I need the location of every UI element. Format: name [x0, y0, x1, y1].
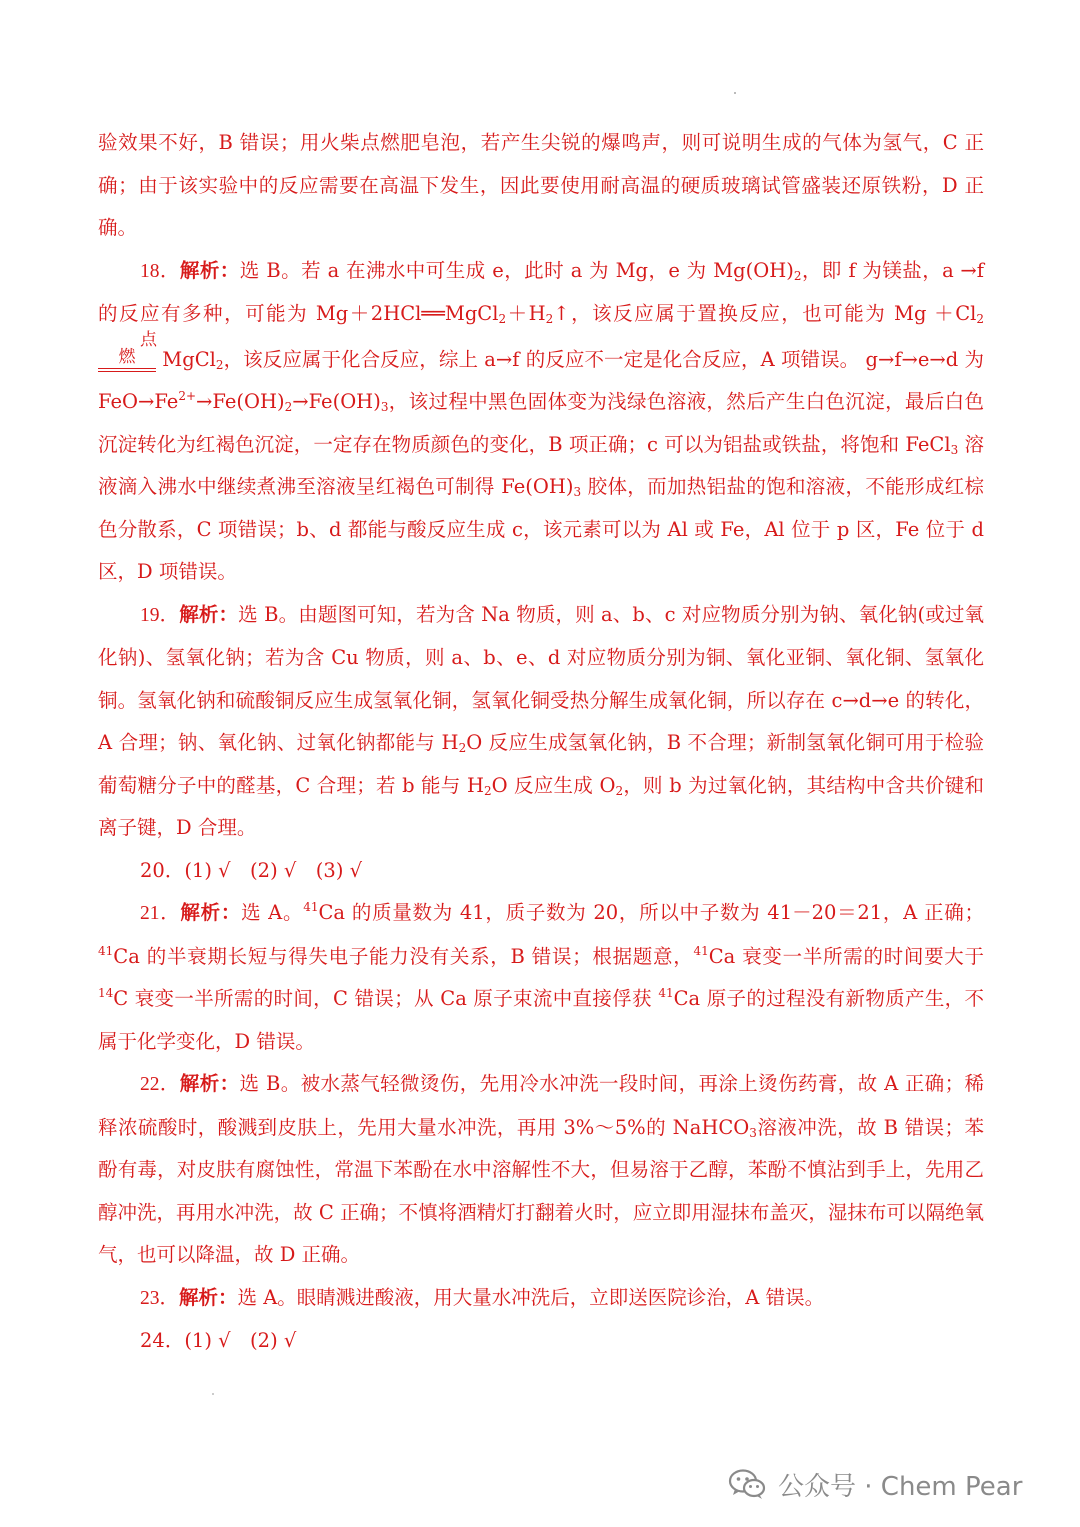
answer-line: 24．(1) √ (2) √ [140, 1329, 297, 1352]
text-run: 溶液滴入沸水中继续煮沸至溶液呈红褐色可制得 Fe(OH) [98, 432, 984, 498]
question-number: 21． [140, 903, 181, 924]
subscript: 2 [793, 268, 802, 283]
text-run: 胶体，而加热铝盐的饱和溶液，不能形成红棕色分散系，C 项错误；b、d 都能与酸反应生成 c，该元素可以为 Al 或 Fe，Al 位于 p 区，Fe 位于 d 区，D 项错误。 [98, 475, 984, 583]
reaction-condition-label: 点燃 [118, 329, 157, 367]
answer-line: 20．(1) √ (2) √ (3) √ [140, 858, 363, 882]
text-run: O 反应生成氢氧化钠，B 不合理；新制氢氧化铜可用于检验葡萄糖分子中的醛基，C 合理；若 b 能与 H [98, 731, 984, 797]
text-run: ，该过程中黑色固体变为浅绿色溶液，然后产生白色沉淀，最后白色沉淀转化为红褐色沉淀，一定存在物质颜色的变化，B 项正确；c 可以为铝盐或铁盐，将饱和 FeCl [98, 390, 984, 456]
scan-dot [734, 92, 736, 94]
paragraph-17-continued [98, 122, 984, 250]
scan-dot [212, 1393, 214, 1395]
text-run: ↑，该反应属于置换反应，也可能为 Mg ＋Cl [553, 302, 977, 325]
question-number: 18． [140, 260, 180, 282]
text-run: ＋H [506, 302, 546, 325]
paragraph-18 [98, 250, 984, 594]
wechat-icon [728, 1468, 766, 1500]
analysis-label: 解析： [179, 1285, 238, 1309]
question-number: 19． [140, 604, 180, 626]
question-number: 23． [140, 1287, 180, 1309]
text-run: 选 B。若 a 在沸水中可生成 e，此时 a 为 Mg，e 为 Mg(OH) [239, 258, 794, 282]
subscript: 3 [573, 485, 582, 499]
paragraph-22 [98, 1063, 984, 1277]
text-run: 选 B。被水蒸气轻微烫伤，先用冷水冲洗一段时间，再涂上烫伤药膏，故 A 正确；稀释浓硫酸时，酸溅到皮肤上，先用大量水冲洗，再用 3%～5%的 NaHCO [98, 1072, 984, 1139]
text-run: ，该反应属于化合反应，综上 a→f 的反应不一定是化合反应，A 项错误。 g→f→e→d 为 FeO→Fe [98, 347, 985, 413]
subscript: 2 [976, 312, 984, 326]
equals-sign-line [98, 368, 156, 372]
text-run: Ca 的质量数为 41，质子数为 20，所以中子数为 41－20＝21，A 正确； [318, 901, 984, 924]
text-run: 溶液冲洗，故 B 错误；苯酚有毒，对皮肤有腐蚀性，常温下苯酚在水中溶解性不大，但易溶于乙醇，苯酚不慎沾到手上，先用乙醇冲洗，再用水冲洗，故 C 正确；不慎将酒精灯打翻着火时，应立即用湿抹布盖灭，湿抹布可以隔绝氧气，也可以降温，故 D 正确。 [98, 1115, 984, 1266]
watermark [728, 1464, 1022, 1504]
superscript: 41 [693, 943, 709, 958]
subscript: 2 [498, 312, 507, 326]
text-run: MgCl [156, 347, 216, 371]
text-run: Ca 的半衰期长短与得失电子能力没有关系，B 错误；根据题意， [113, 944, 694, 968]
analysis-label: 解析： [179, 258, 240, 282]
paragraph-24 [98, 1320, 984, 1363]
text-run: 验效果不好，B 错误；用火柴点燃肥皂泡，若产生尖锐的爆鸣声，则可说明生成的气体为氢气， [98, 131, 943, 154]
subscript: 3 [749, 1125, 757, 1140]
paragraph-21 [98, 892, 984, 1063]
watermark-text: 公众号 · Chem Pear [778, 1471, 1023, 1502]
text-run: ，则 b 为过氧化钠，其结构中含共价键和离子键，D 合理。 [98, 773, 984, 839]
text-run: 选 A。眼睛溅进酸液，用大量水冲洗后，立即送医院诊治，A 错误。 [237, 1285, 825, 1309]
subscript: 2 [458, 741, 467, 755]
superscript: 2+ [178, 389, 197, 403]
text-run: 铁粉，D 正确。 [98, 173, 984, 239]
text-run: C 正确；由于该实验中的反应需要在高温下发生，因此要使用耐高温的硬质玻璃试管盛装还原 [98, 131, 985, 197]
subscript: 2 [615, 783, 624, 798]
superscript: 41 [658, 986, 674, 1000]
text-run: O 反应生成 O [491, 773, 616, 797]
paragraph-19 [98, 594, 984, 850]
answer-explanations [98, 122, 984, 1363]
subscript: 3 [380, 400, 389, 414]
subscript: 2 [215, 357, 224, 372]
text-run: →Fe(OH) [292, 390, 381, 413]
text-run: 选 A。 [241, 901, 304, 924]
text-run: →Fe(OH) [196, 390, 285, 413]
subscript: 3 [950, 442, 959, 457]
text-run: Ca 衰变一半所需的时间要大于 [708, 944, 985, 968]
subscript: 2 [545, 312, 554, 326]
superscript: 41 [98, 943, 114, 958]
analysis-label: 解析： [179, 1072, 240, 1095]
reaction-condition-arrow [98, 329, 157, 372]
subscript: 2 [284, 400, 293, 414]
subscript: 2 [483, 783, 492, 798]
paragraph-20 [98, 850, 984, 893]
analysis-label: 解析： [179, 602, 239, 626]
text-run: 选 B。由题图可知，若为含 Na 物质，则 a、b、c 对应物质分别为钠、氧化钠(或过氧化钠)、氢氧化钠；若为含 Cu 物质，则 a、b、e、d 对应物质分别为铜、氧化亚铜、氧化铜、氢氧化铜。氢氧化钠和硫酸铜反应生成氢氧化铜，氢氧化铜受热分解生成氧化铜，所以存在 c→d→e 的转化，A 合理；钠、氧化钠、过氧化钠都能与 H [98, 602, 984, 754]
analysis-label: 解析： [180, 901, 242, 924]
paragraph-23 [98, 1277, 984, 1321]
question-number: 22． [140, 1074, 180, 1095]
superscript: 41 [303, 900, 319, 914]
text-run: C 衰变一半所需的时间，C 错误；从 Ca 原子束流中直接俘获 [113, 987, 659, 1010]
text-run: ，即 f 为镁盐，a →f 的反应有多种，可能为 Mg＋2HCl══MgCl [98, 258, 984, 325]
superscript: 14 [98, 986, 114, 1000]
text-run: Ca 原子的过程没有新物质产生，不属于化学变化，D 错误。 [98, 987, 984, 1053]
